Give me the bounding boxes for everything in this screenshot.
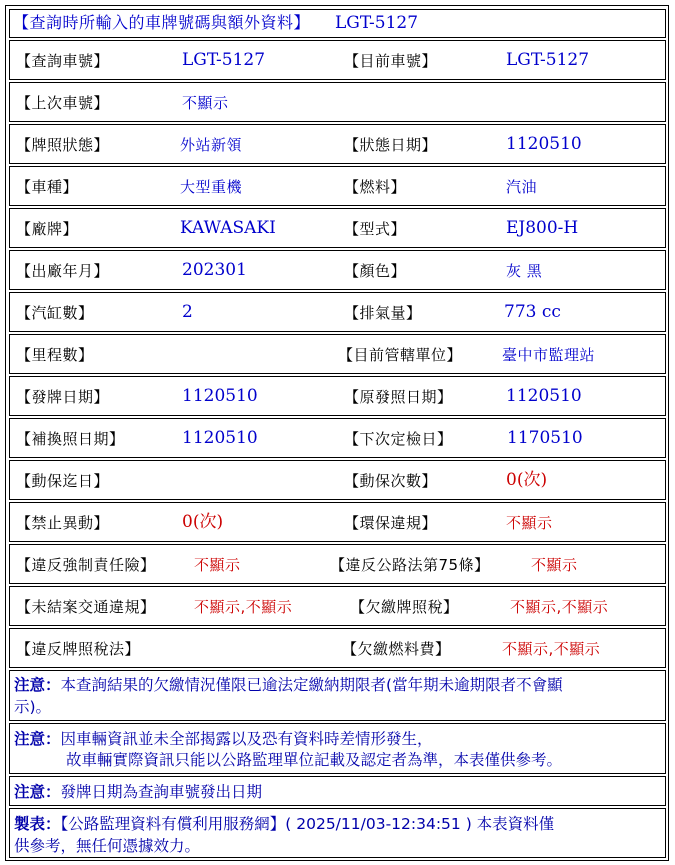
note-issue-date-text: 注意：發牌日期為查詢車號發出日期 bbox=[14, 783, 263, 801]
note-disclaimer bbox=[9, 723, 666, 774]
table-row bbox=[9, 334, 666, 374]
compulsory-insurance-value: 不顯示 bbox=[194, 556, 241, 574]
cylinders-label: 【汽缸數】 bbox=[16, 304, 94, 322]
next-inspection-label: 【下次定檢日】 bbox=[344, 430, 453, 448]
original-license-label: 【原發照日期】 bbox=[344, 388, 453, 406]
plate-status-label: 【牌照狀態】 bbox=[16, 136, 110, 154]
transfer-ban-value: 0(次) bbox=[182, 512, 224, 532]
jurisdiction-label: 【目前管轄單位】 bbox=[338, 346, 463, 364]
env-violation-label: 【環保違規】 bbox=[344, 514, 438, 532]
compulsory-insurance-label: 【違反強制責任險】 bbox=[16, 556, 156, 574]
note-overdue bbox=[9, 670, 666, 721]
note-label: 注意： bbox=[14, 783, 61, 801]
table-header bbox=[9, 9, 666, 38]
table-row bbox=[9, 502, 666, 542]
table-row bbox=[9, 82, 666, 122]
brand-label: 【廠牌】 bbox=[16, 220, 79, 238]
insurance-count-label: 【動保次數】 bbox=[344, 472, 438, 490]
model-value: EJ800-H bbox=[506, 218, 579, 238]
displacement-label: 【排氣量】 bbox=[344, 304, 422, 322]
displacement-value: 773 cc bbox=[504, 302, 561, 322]
table-row bbox=[9, 208, 666, 248]
footer-label: 製表： bbox=[14, 815, 61, 833]
note-overdue-line1: 注意：本查詢結果的欠繳情況僅限已逾法定繳納期限者(當年期未逾期限者不會顯 bbox=[14, 676, 563, 694]
insurance-count-value: 0(次) bbox=[506, 470, 548, 490]
color-label: 【顏色】 bbox=[344, 262, 407, 280]
reissue-label: 【補換照日期】 bbox=[16, 430, 125, 448]
unpaid-fuel-fee-value: 不顯示,不顯示 bbox=[502, 640, 601, 658]
license-tax-violation-label: 【違反牌照稅法】 bbox=[16, 640, 141, 658]
table-row bbox=[9, 124, 666, 164]
brand-value: KAWASAKI bbox=[180, 218, 276, 238]
table-row bbox=[9, 418, 666, 458]
pending-violation-value: 不顯示,不顯示 bbox=[194, 598, 293, 616]
original-license-value: 1120510 bbox=[506, 386, 582, 406]
header-title: 【查詢時所輸入的車牌號碼與額外資料】 bbox=[13, 13, 311, 32]
previous-plate-label: 【上次車號】 bbox=[16, 94, 110, 112]
table-row bbox=[9, 40, 666, 80]
previous-plate-value: 不顯示 bbox=[182, 94, 229, 112]
highway-act-value: 不顯示 bbox=[531, 556, 578, 574]
table-row bbox=[9, 544, 666, 584]
note-disclaimer-line1: 注意：因車輛資訊並未全部揭露以及恐有資料時差情形發生， bbox=[14, 730, 433, 748]
manufacture-value: 202301 bbox=[182, 260, 247, 280]
highway-act-label: 【違反公路法第75條】 bbox=[330, 556, 490, 574]
query-plate-value: LGT-5127 bbox=[182, 50, 266, 70]
current-plate-label: 【目前車號】 bbox=[344, 52, 438, 70]
table-row bbox=[9, 166, 666, 206]
note-issue-date bbox=[9, 776, 666, 806]
header-plate: LGT-5127 bbox=[335, 13, 419, 33]
reissue-value: 1120510 bbox=[182, 428, 258, 448]
vehicle-type-value: 大型重機 bbox=[180, 178, 243, 196]
transfer-ban-label: 【禁止異動】 bbox=[16, 514, 110, 532]
note-disclaimer-line2: 故車輛實際資訊只能以公路監理單位記載及認定者為準，本表僅供參考。 bbox=[66, 751, 563, 769]
fuel-value: 汽油 bbox=[506, 178, 538, 196]
unpaid-fuel-fee-label: 【欠繳燃料費】 bbox=[342, 640, 451, 658]
model-label: 【型式】 bbox=[344, 220, 407, 238]
next-inspection-value: 1170510 bbox=[507, 428, 583, 448]
pending-violation-label: 【未結案交通違規】 bbox=[16, 598, 156, 616]
current-plate-value: LGT-5127 bbox=[506, 50, 590, 70]
note-overdue-line2: 示)。 bbox=[14, 698, 52, 716]
status-date-label: 【狀態日期】 bbox=[344, 136, 438, 154]
unpaid-license-tax-value: 不顯示,不顯示 bbox=[510, 598, 609, 616]
table-row bbox=[9, 586, 666, 626]
plate-status-value: 外站新領 bbox=[180, 136, 243, 154]
table-footer bbox=[9, 808, 666, 858]
fuel-label: 【燃料】 bbox=[344, 178, 407, 196]
table-row bbox=[9, 376, 666, 416]
jurisdiction-value: 臺中市監理站 bbox=[502, 346, 596, 364]
footer-line2: 供參考，無任何憑據效力。 bbox=[14, 837, 201, 855]
status-date-value: 1120510 bbox=[506, 134, 582, 154]
env-violation-value: 不顯示 bbox=[506, 514, 553, 532]
color-value: 灰 黑 bbox=[506, 262, 543, 280]
note-label: 注意： bbox=[14, 676, 61, 694]
mileage-label: 【里程數】 bbox=[16, 346, 94, 364]
manufacture-label: 【出廠年月】 bbox=[16, 262, 110, 280]
vehicle-type-label: 【車種】 bbox=[16, 178, 79, 196]
table-row bbox=[9, 250, 666, 290]
table-row bbox=[9, 460, 666, 500]
issue-date-value: 1120510 bbox=[182, 386, 258, 406]
table-row bbox=[9, 292, 666, 332]
cylinders-value: 2 bbox=[182, 302, 193, 322]
insurance-until-label: 【動保迄日】 bbox=[16, 472, 110, 490]
query-plate-label: 【查詢車號】 bbox=[16, 52, 110, 70]
table-row bbox=[9, 628, 666, 668]
issue-date-label: 【發牌日期】 bbox=[16, 388, 110, 406]
note-label: 注意： bbox=[14, 730, 61, 748]
unpaid-license-tax-label: 【欠繳牌照稅】 bbox=[350, 598, 459, 616]
footer-line1: 製表：【公路監理資料有償利用服務網】( 2025/11/03-12:34:51 ) 本表資料僅 bbox=[14, 815, 555, 833]
